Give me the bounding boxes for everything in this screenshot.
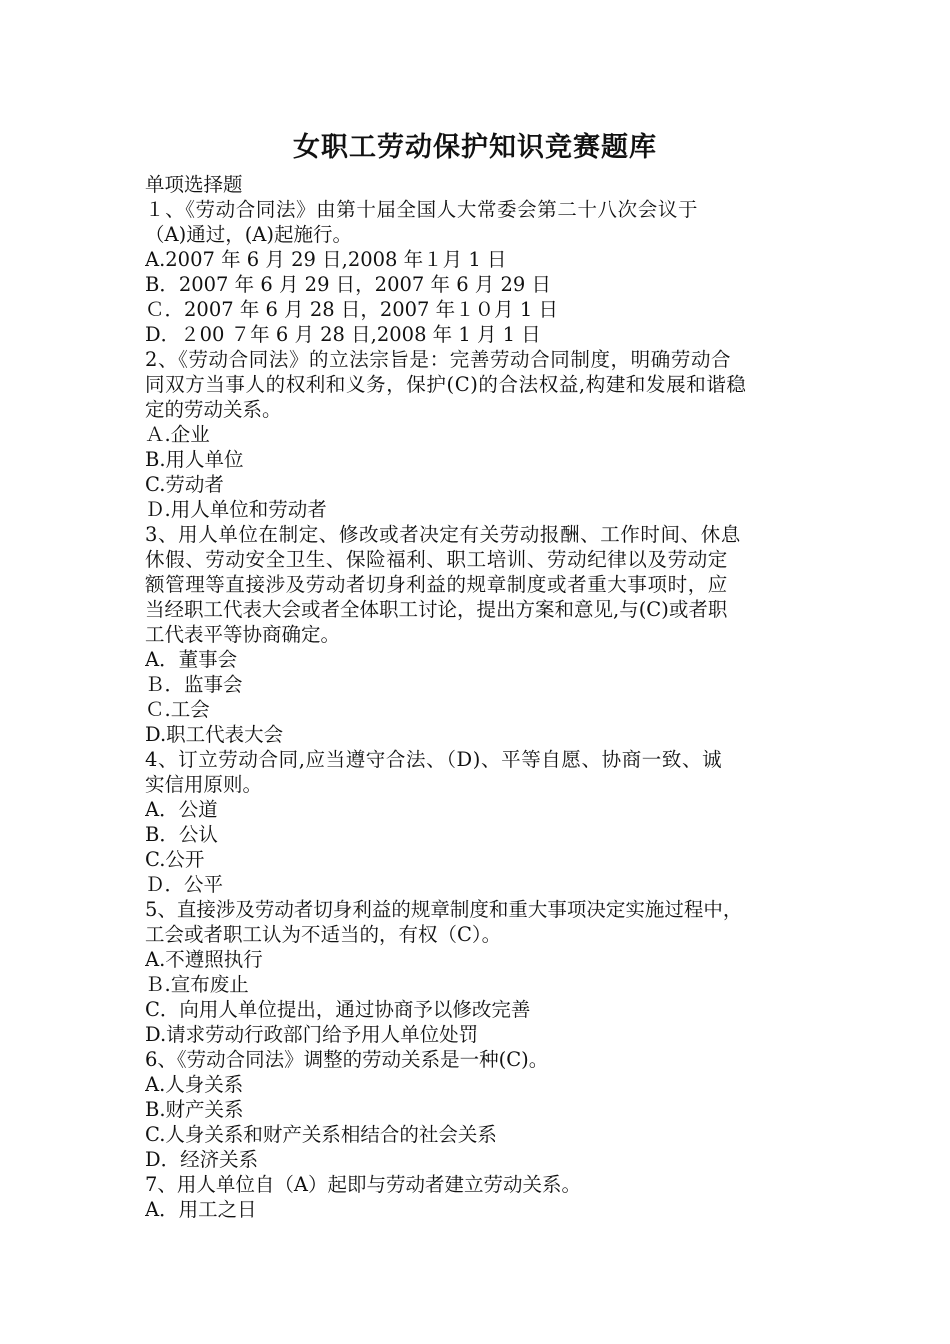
- text-line: （A)通过，(A)起施行。: [145, 223, 352, 246]
- answer-option: A.人身关系: [145, 1073, 244, 1096]
- document-title: 女职工劳动保护知识竞赛题库: [293, 132, 657, 163]
- text-line: 工代表平等协商确定。: [145, 623, 341, 646]
- answer-option: Ａ.企业: [145, 423, 210, 446]
- answer-option: B.财产关系: [145, 1098, 244, 1121]
- section-heading: 单项选择题: [145, 173, 243, 196]
- answer-option: A．董事会: [145, 648, 238, 671]
- text-line: 5、直接涉及劳动者切身利益的规章制度和重大事项决定实施过程中，: [145, 898, 743, 921]
- text-line: １、《劳动合同法》由第十届全国人大常委会第二十八次会议于: [145, 198, 699, 221]
- text-line: 2、《劳动合同法》的立法宗旨是：完善劳动合同制度，明确劳动合: [145, 348, 732, 371]
- text-line: 当经职工代表大会或者全体职工讨论，提出方案和意见,与(C)或者职: [145, 598, 728, 621]
- answer-option: A.2007 年 6 月 29 日,2008 年１月 1 日: [145, 248, 507, 271]
- answer-option: D.职工代表大会: [145, 723, 284, 746]
- text-line: 4、订立劳动合同,应当遵守合法、（D)、平等自愿、协商一致、诚: [145, 748, 723, 771]
- answer-option: A．用工之日: [145, 1198, 257, 1221]
- answer-option: A．公道: [145, 798, 218, 821]
- question-list: [145, 172, 813, 1222]
- answer-option: D.请求劳动行政部门给予用人单位处罚: [145, 1023, 479, 1046]
- answer-option: Ｄ.用人单位和劳动者: [145, 498, 327, 521]
- text-line: 工会或者职工认为不适当的，有权（C）。: [145, 923, 502, 946]
- answer-option: C.人身关系和财产关系相结合的社会关系: [145, 1123, 497, 1146]
- answer-option: A.不遵照执行: [145, 948, 263, 971]
- text-line: 6、《劳动合同法》调整的劳动关系是一种(C)。: [145, 1048, 549, 1071]
- answer-option: C．向用人单位提出，通过协商予以修改完善: [145, 998, 531, 1021]
- answer-option: B.用人单位: [145, 448, 244, 471]
- answer-option: Ｂ．监事会: [145, 673, 243, 696]
- text-line: 休假、劳动安全卫生、保险福利、职工培训、劳动纪律以及劳动定: [145, 548, 728, 571]
- answer-option: Ｄ．公平: [145, 873, 224, 896]
- text-line: 额管理等直接涉及劳动者切身利益的规章制度或者重大事项时，应: [145, 573, 728, 596]
- text-line: 同双方当事人的权利和义务，保护(C)的合法权益,构建和发展和谐稳: [145, 373, 747, 396]
- text-line: 定的劳动关系。: [145, 398, 282, 421]
- answer-option: Ｂ.宣布废止: [145, 973, 249, 996]
- answer-option: C.公开: [145, 848, 205, 871]
- text-line: 实信用原则。: [145, 773, 263, 796]
- answer-option: Ｃ.工会: [145, 698, 210, 721]
- answer-option: D．２00 ７年 6 月 28 日,2008 年 1 月 1 日: [145, 323, 541, 346]
- answer-option: D．经济关系: [145, 1148, 259, 1171]
- answer-option: B．公认: [145, 823, 218, 846]
- answer-option: C.劳动者: [145, 473, 224, 496]
- text-line: 7、用人单位自（A）起即与劳动者建立劳动关系。: [145, 1173, 581, 1196]
- answer-option: Ｃ．2007 年 6 月 28 日，2007 年１０月 1 日: [145, 298, 558, 321]
- text-line: 3、用人单位在制定、修改或者决定有关劳动报酬、工作时间、休息: [145, 523, 741, 546]
- answer-option: B．2007 年 6 月 29 日，2007 年 6 月 29 日: [145, 273, 552, 296]
